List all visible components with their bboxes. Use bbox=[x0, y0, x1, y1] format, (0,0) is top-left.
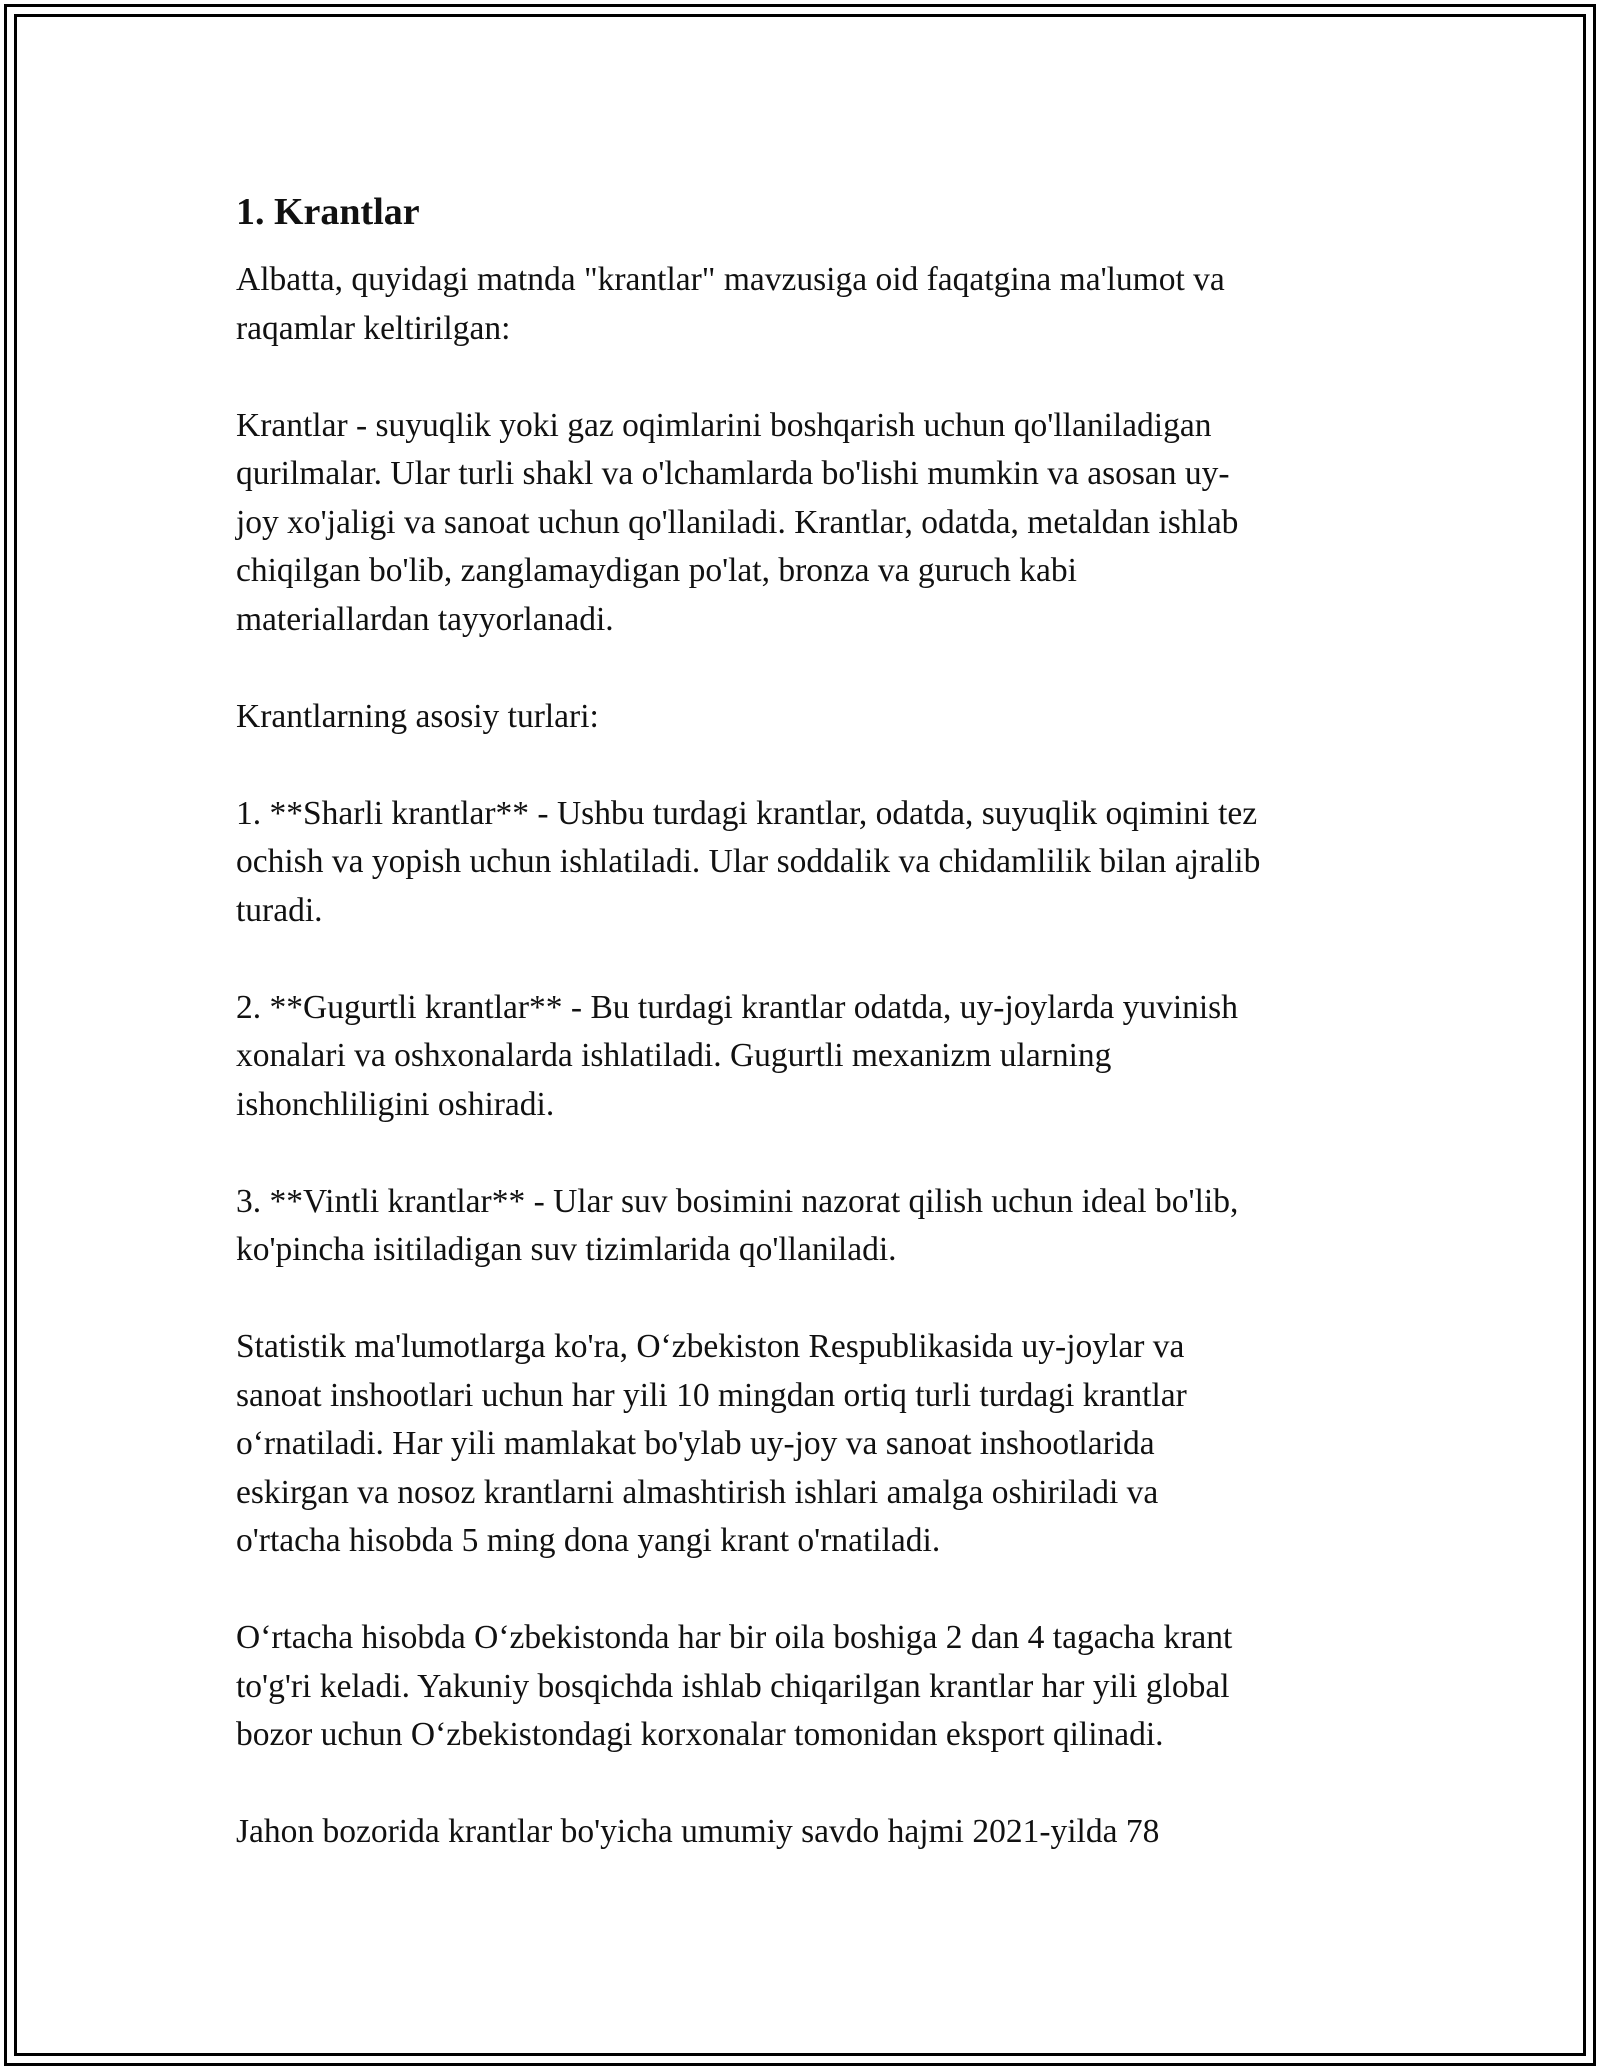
text-line: ochish va yopish uchun ishlatiladi. Ular soddalik va chidamlilik bilan ajralib bbox=[236, 843, 1261, 880]
paragraph-type-2 bbox=[236, 984, 1376, 1130]
text-line: turadi. bbox=[236, 891, 323, 929]
text-line: Albatta, quyidagi matnda "krantlar" mavzusiga oid faqatgina ma'lumot va bbox=[236, 261, 1225, 298]
paragraph-statistics bbox=[236, 1323, 1376, 1566]
text-line: Krantlar - suyuqlik yoki gaz oqimlarini boshqarish uchun qo'llaniladigan bbox=[236, 406, 1212, 444]
text-line: Krantlarning asosiy turlari: bbox=[236, 697, 599, 735]
paragraph-type-1 bbox=[236, 790, 1376, 936]
text-line: Statistik ma'lumotlarga ko'ra, O‘zbekiston Respublikasida uy-joylar va bbox=[236, 1328, 1185, 1365]
text-line: O‘rtacha hisobda O‘zbekistonda har bir oila boshiga 2 dan 4 tagacha krant bbox=[236, 1619, 1233, 1656]
text-line: 3. **Vintli krantlar** - Ular suv bosimini nazorat qilish uchun ideal bo'lib, bbox=[236, 1182, 1239, 1220]
text-line: bozor uchun O‘zbekistondagi korxonalar tomonidan eksport qilinadi. bbox=[236, 1716, 1164, 1753]
text-line: qurilmalar. Ular turli shakl va o'lchamlarda bo'lishi mumkin va asosan uy- bbox=[236, 455, 1230, 492]
text-line: Jahon bozorida krantlar bo'yicha umumiy savdo hajmi 2021-yilda 78 bbox=[236, 1813, 1160, 1850]
text-line: joy xo'jaligi va sanoat uchun qo'llaniladi. Krantlar, odatda, metaldan ishlab bbox=[236, 503, 1239, 541]
text-line: materiallardan tayyorlanadi. bbox=[236, 600, 614, 638]
text-line: 2. **Gugurtli krantlar** - Bu turdagi krantlar odatda, uy-joylarda yuvinish bbox=[236, 988, 1238, 1026]
text-line: raqamlar keltirilgan: bbox=[236, 309, 511, 347]
paragraph-types-heading bbox=[236, 693, 1376, 742]
text-line: sanoat inshootlari uchun har yili 10 mingdan ortiq turli turdagi krantlar bbox=[236, 1376, 1187, 1414]
text-line: o‘rnatiladi. Har yili mamlakat bo'ylab uy-joy va sanoat inshootlarida bbox=[236, 1425, 1155, 1462]
document-body bbox=[236, 186, 1376, 1905]
text-line: ishonchliligini oshiradi. bbox=[236, 1085, 555, 1123]
text-line: eskirgan va nosoz krantlarni almashtirish ishlari amalga oshiriladi va bbox=[236, 1473, 1159, 1511]
paragraph-intro bbox=[236, 256, 1376, 353]
paragraph-definition bbox=[236, 402, 1376, 645]
document-title: 1. Krantlar bbox=[236, 191, 420, 233]
text-line: xonalari va oshxonalarda ishlatiladi. Gugurtli mexanizm ularning bbox=[236, 1037, 1112, 1074]
text-line: o'rtacha hisobda 5 ming dona yangi krant o'rnatiladi. bbox=[236, 1522, 941, 1559]
paragraph-average bbox=[236, 1614, 1376, 1760]
text-line: chiqilgan bo'lib, zanglamaydigan po'lat, bronza va guruch kabi bbox=[236, 552, 1077, 589]
text-line: to'g'ri keladi. Yakuniy bosqichda ishlab chiqarilgan krantlar har yili global bbox=[236, 1667, 1230, 1705]
text-line: 1. **Sharli krantlar** - Ushbu turdagi krantlar, odatda, suyuqlik oqimini tez bbox=[236, 794, 1258, 832]
paragraph-type-3 bbox=[236, 1178, 1376, 1275]
text-line: ko'pincha isitiladigan suv tizimlarida qo'llaniladi. bbox=[236, 1231, 897, 1268]
paragraph-world-market bbox=[236, 1808, 1376, 1857]
